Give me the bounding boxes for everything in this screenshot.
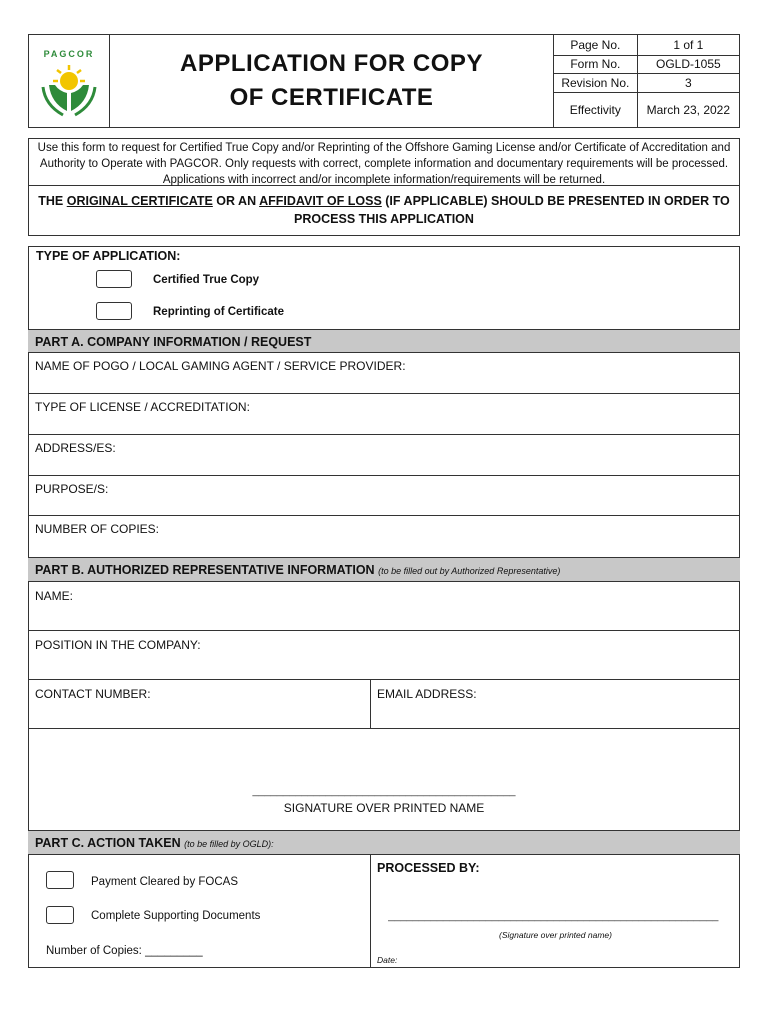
reprinting-checkbox[interactable] — [96, 302, 132, 320]
title-line-2: OF CERTIFICATE — [229, 84, 434, 111]
part-b-heading: PART B. AUTHORIZED REPRESENTATIVE INFORMATION — [35, 563, 375, 577]
notice-text: OR AN — [212, 194, 260, 208]
type-of-application-heading: TYPE OF APPLICATION: — [36, 249, 181, 263]
address-field[interactable] — [28, 435, 740, 476]
part-c-note: (to be filled by OGLD): — [184, 839, 274, 849]
contact-number-label: CONTACT NUMBER: — [35, 687, 151, 701]
pogo-name-label: NAME OF POGO / LOCAL GAMING AGENT / SERVICE PROVIDER: — [35, 359, 406, 373]
meta-value: OGLD-1055 — [637, 55, 739, 73]
notice-underline-original: ORIGINAL CERTIFICATE — [66, 194, 213, 208]
meta-label: Form No. — [554, 55, 637, 73]
payment-cleared-checkbox[interactable] — [46, 871, 74, 889]
signature-area[interactable] — [28, 729, 740, 830]
part-c-header — [28, 830, 740, 855]
name-label: NAME: — [35, 589, 74, 603]
number-of-copies-label: NUMBER OF COPIES: — [35, 522, 160, 536]
signature-line: ___________________________________________ — [252, 785, 516, 797]
meta-label: Page No. — [554, 35, 637, 55]
processed-by-signature-line[interactable]: ______________________________________________________ — [388, 910, 719, 922]
notice-text: (IF APPLICABLE) SHOULD BE PRESENTED IN ORDER TO PROCESS THIS APPLICATION — [294, 194, 730, 226]
complete-documents-checkbox[interactable] — [46, 906, 74, 924]
meta-label: Effectivity — [554, 92, 637, 127]
part-a-heading: PART A. COMPANY INFORMATION / REQUEST — [35, 335, 312, 349]
processed-by-label: PROCESSED BY: — [377, 861, 480, 875]
intro-text: Use this form to request for Certified True Copy and/or Reprinting of the Offshore Gaming License and/or Certificate of Accreditation and Authority to Operate with PAGCOR. Only requests with correct, complete information and documentary requirements will be processed. Applications with incorrect and/or incomplete information/requirements will be returned. — [28, 138, 740, 186]
license-type-field[interactable] — [28, 394, 740, 435]
meta-label: Revision No. — [554, 74, 637, 92]
purpose-label: PURPOSE/S: — [35, 482, 109, 496]
notice-text: THE — [38, 194, 67, 208]
license-type-label: TYPE OF LICENSE / ACCREDITATION: — [35, 400, 250, 414]
notice-underline-affidavit: AFFIDAVIT OF LOSS — [259, 194, 382, 208]
complete-documents-label: Complete Supporting Documents — [91, 910, 261, 922]
part-b-header — [28, 557, 740, 582]
email-address-field[interactable] — [371, 680, 740, 729]
email-address-label: EMAIL ADDRESS: — [377, 687, 477, 701]
meta-value: 3 — [637, 74, 739, 92]
reprinting-label: Reprinting of Certificate — [153, 306, 284, 318]
number-of-copies-field[interactable] — [28, 516, 740, 557]
number-of-copies-ogld[interactable]: Number of Copies: _________ — [46, 945, 203, 957]
meta-value: March 23, 2022 — [637, 92, 739, 127]
logo-cell — [28, 34, 110, 128]
address-label: ADDRESS/ES: — [35, 441, 116, 455]
title-line-1: APPLICATION FOR COPY — [180, 50, 483, 77]
part-c-heading: PART C. ACTION TAKEN — [35, 836, 181, 850]
payment-cleared-label: Payment Cleared by FOCAS — [91, 876, 239, 888]
pogo-name-field[interactable] — [28, 353, 740, 394]
name-field[interactable] — [28, 582, 740, 631]
part-a-header — [28, 329, 740, 353]
certified-true-copy-label: Certified True Copy — [153, 274, 260, 286]
meta-value: 1 of 1 — [637, 35, 739, 55]
processed-by-signature-label: (Signature over printed name) — [499, 930, 612, 940]
purpose-field[interactable] — [28, 476, 740, 516]
part-c-divider — [370, 855, 371, 968]
form-title — [110, 34, 553, 128]
part-b-note: (to be filled out by Authorized Representative) — [378, 566, 561, 576]
signature-label: SIGNATURE OVER PRINTED NAME — [283, 801, 485, 815]
position-field[interactable] — [28, 631, 740, 680]
contact-number-field[interactable] — [28, 680, 371, 729]
logo-text: PAGCOR — [43, 49, 95, 59]
notice — [28, 186, 740, 236]
date-label: Date: — [377, 955, 398, 965]
position-label: POSITION IN THE COMPANY: — [35, 638, 201, 652]
certified-true-copy-checkbox[interactable] — [96, 270, 132, 288]
form-meta-table — [553, 34, 740, 128]
